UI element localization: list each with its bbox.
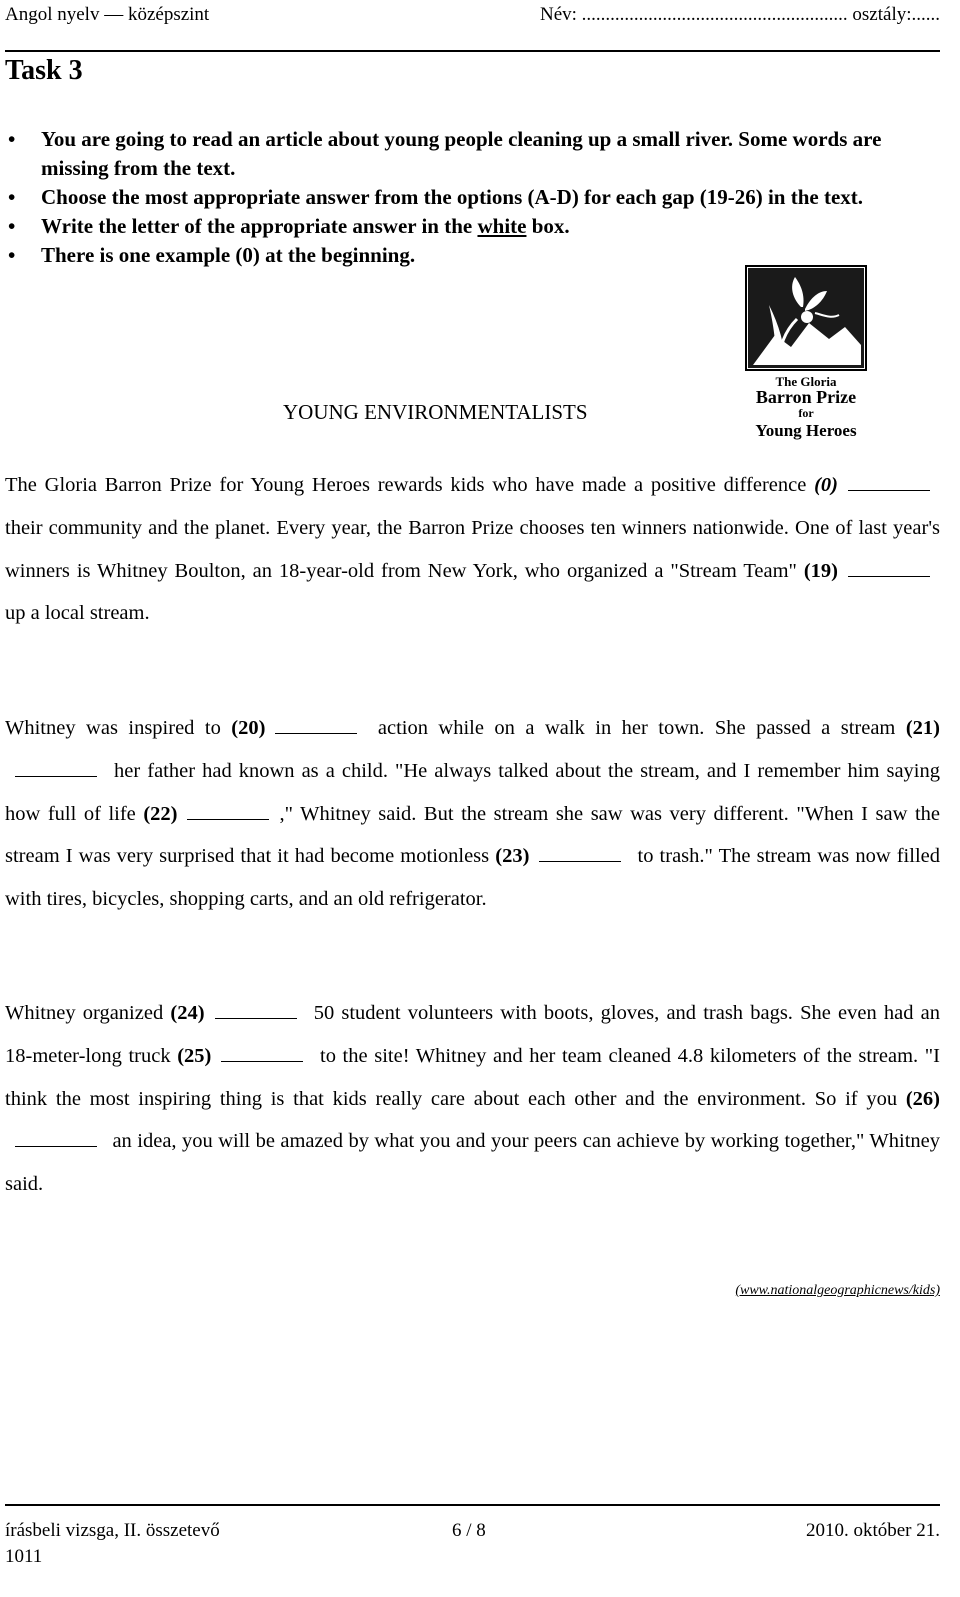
svg-text:Barron Prize: Barron Prize xyxy=(755,387,857,407)
gap-number-20: (20) xyxy=(231,717,266,739)
gap-number-23: (23) xyxy=(495,845,530,868)
gloria-barron-prize-logo xyxy=(745,265,867,443)
answer-gap xyxy=(848,558,930,577)
gap-number-25: (25) xyxy=(177,1044,212,1067)
prize-logo-icon xyxy=(745,265,867,443)
underlined-word: white xyxy=(477,214,527,238)
answer-gap xyxy=(275,715,357,734)
instruction-item: • Write the letter of the appropriate answer in the white box. xyxy=(5,212,940,241)
answer-gap xyxy=(221,1043,303,1062)
instruction-item: • Choose the most appropriate answer from the options (A-D) for each gap (19-26) in the text. xyxy=(5,183,940,212)
instruction-item: • You are going to read an article about young people cleaning up a small river. Some words are missing from the text. xyxy=(5,125,940,183)
instruction-item: • There is one example (0) at the beginning. xyxy=(5,241,940,270)
gap-number-19: (19) xyxy=(803,559,838,582)
footer-date: 2010. október 21. xyxy=(805,1520,940,1541)
article-paragraph-1: The Gloria Barron Prize for Young Heroes rewards kids who have made a positive difference (0) their community and the planet. Every year, the Barron Prize chooses ten winners nationwide. One of last year's winners is Whitney Boulton, an 18-year-old from New York, who organized a "Stream Team" (19) up a local stream. xyxy=(5,474,940,625)
answer-gap xyxy=(187,801,269,820)
gap-number-22: (22) xyxy=(143,802,178,825)
answer-gap xyxy=(215,1000,297,1019)
gap-number-26: (26) xyxy=(905,1087,940,1110)
header-subject: Angol nyelv — középszint xyxy=(5,4,210,25)
article-title: YOUNG ENVIRONMENTALISTS xyxy=(283,400,588,424)
svg-text:Young Heroes: Young Heroes xyxy=(755,421,857,440)
article-paragraph-3: Whitney organized (24) 50 student volunteers with boots, gloves, and trash bags. She even had an 18-meter-long truck (25) to the site! Whitney and her team cleaned 4.8 kilometers of the stream. "I think the most inspiring thing is that kids really care about each other and the environment. So if you (26) an idea, you will be amazed by what you and your peers can achieve by working together," Whitney said. xyxy=(5,1002,940,1196)
gap-number-24: (24) xyxy=(170,1002,205,1024)
instructions-list xyxy=(5,125,940,270)
task-title: Task 3 xyxy=(5,55,83,86)
page-header xyxy=(5,0,940,36)
svg-text:The Gloria: The Gloria xyxy=(775,374,837,389)
footer-code: 1011 xyxy=(5,1546,43,1567)
gap-number-21: (21) xyxy=(905,717,940,739)
footer-divider xyxy=(5,1504,940,1506)
svg-text:for: for xyxy=(798,406,814,420)
answer-gap xyxy=(15,758,97,777)
header-name-field: Név: ........................................................ osztály:...... xyxy=(539,4,940,25)
gap-number-example: (0) xyxy=(814,474,838,496)
answer-gap xyxy=(848,472,930,491)
answer-gap xyxy=(15,1128,97,1147)
source-citation: (www.nationalgeographicnews/kids) xyxy=(735,1283,940,1298)
footer-exam-part: írásbeli vizsga, II. összetevő xyxy=(5,1520,220,1541)
page-number: 6 / 8 xyxy=(452,1520,486,1541)
header-divider xyxy=(5,50,940,52)
answer-gap xyxy=(539,843,621,862)
article-paragraph-2: Whitney was inspired to (20) action while on a walk in her town. She passed a stream (21) her father had known as a child. "He always talked about the stream, and I remember him saying how full of life (22) ," Whitney said. But the stream she saw was very different. "When I saw the stream I was very surprised that it had become motionless (23) to trash." The stream was now filled with tires, bicycles, shopping carts, and an old refrigerator. xyxy=(5,717,941,911)
